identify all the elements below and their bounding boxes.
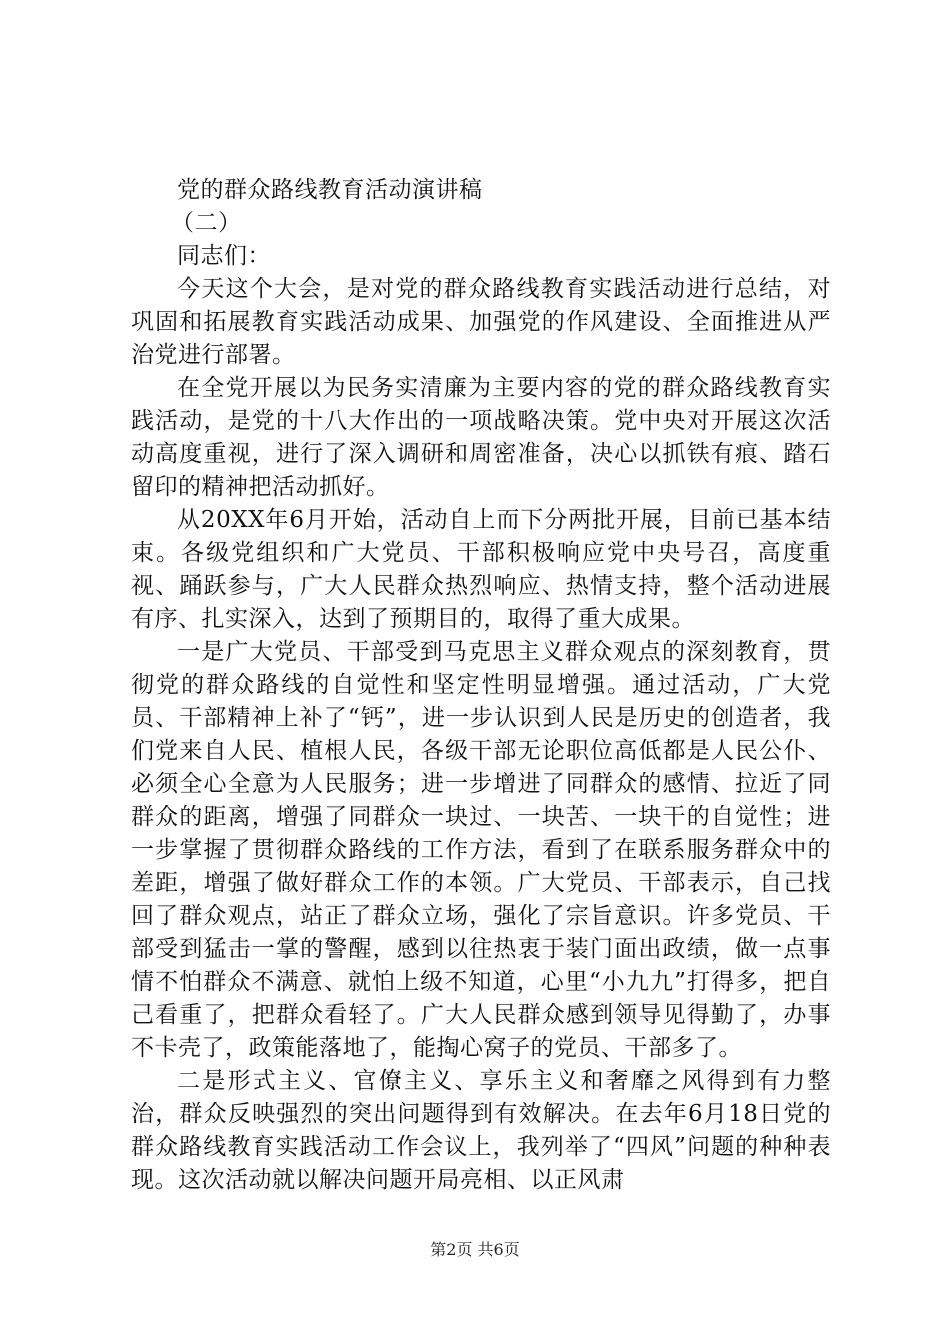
paragraph: 在全党开展以为民务实清廉为主要内容的党的群众路线教育实践活动，是党的十八大作出的一项战略决策。党中央对开展这次活动高度重视，进行了深入调研和周密准备，决心以抓铁有痕、踏石留印的精神把活动抓好。 bbox=[131, 375, 831, 500]
paragraph: 二是形式主义、官僚主义、享乐主义和奢靡之风得到有力整治，群众反映强烈的突出问题得到有效解决。在去年6月18日党的群众路线教育实践活动工作会议上，我列举了“四风”问题的种种表现。这次活动就以解决问题开局亮相、以正风肃 bbox=[131, 1068, 831, 1193]
paragraph: 一是广大党员、干部受到马克思主义群众观点的深刻教育，贯彻党的群众路线的自觉性和坚定性明显增强。通过活动，广大党员、干部精神上补了“钙”，进一步认识到人民是历史的创造者，我们党来自人民、植根人民，各级干部无论职位高低都是人民公仆、必须全心全意为人民服务；进一步增进了同群众的感情、拉近了同群众的距离，增强了同群众一块过、一块苦、一块干的自觉性；进一步掌握了贯彻群众路线的工作方法，看到了在联系服务群众中的差距，增强了做好群众工作的本领。广大党员、干部表示，自己找回了群众观点，站正了群众立场，强化了宗旨意识。许多党员、干部受到猛击一掌的警醒，感到以往热衷于装门面出政绩，做一点事情不怕群众不满意、就怕上级不知道，心里“小九九”打得多，把自己看重了，把群众看轻了。广大人民群众感到领导见得勤了，办事不卡壳了，政策能落地了，能掏心窝子的党员、干部多了。 bbox=[131, 639, 831, 1061]
paragraph: 从20XX年6月开始，活动自上而下分两批开展，目前已基本结束。各级党组织和广大党员、干部积极响应党中央号召，高度重视、踊跃参与，广大人民群众热烈响应、热情支持，整个活动进展有序、扎实深入，达到了预期目的，取得了重大成果。 bbox=[131, 507, 831, 632]
document-subtitle: （二） bbox=[171, 210, 242, 236]
paragraph: 今天这个大会，是对党的群众路线教育实践活动进行总结，对巩固和拓展教育实践活动成果、加强党的作风建设、全面推进从严治党进行部署。 bbox=[131, 276, 831, 368]
salutation: 同志们： bbox=[177, 243, 271, 269]
document-title: 党的群众路线教育活动演讲稿 bbox=[177, 177, 483, 203]
page-footer: 第2页 共6页 bbox=[430, 1240, 520, 1259]
document-body bbox=[131, 174, 831, 1197]
